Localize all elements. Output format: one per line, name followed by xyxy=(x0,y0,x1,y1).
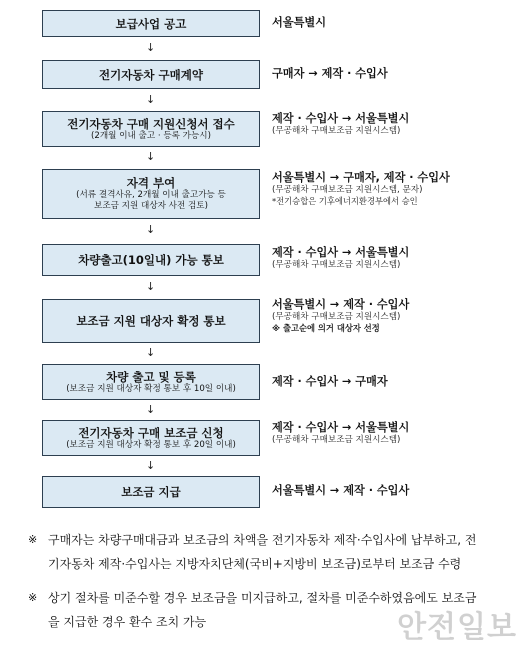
step-side-3 xyxy=(272,112,522,137)
step-title: 보급사업 공고 xyxy=(115,16,187,31)
step-subtitle: (2개월 이내 출고 · 등록 가능시) xyxy=(91,130,211,141)
step-system: (무공해차 구매보조금 지원시스템, 문자) xyxy=(272,185,423,195)
step-actor: 서울특별시 → 제작 · 수입사 xyxy=(272,298,410,311)
step-system: (무공해차 구매보조금 지원시스템) xyxy=(272,435,401,445)
step-side-4 xyxy=(272,171,522,207)
step-title: 전기자동차 구매계약 xyxy=(99,67,203,82)
step-subtitle-2: 보조금 지원 대상자 사전 검토) xyxy=(94,201,208,211)
step-box-release-notice xyxy=(42,244,260,276)
step-title: 자격 부여 xyxy=(126,176,176,190)
step-box-announcement xyxy=(42,10,260,37)
footnote-line: 상기 절차를 미준수할 경우 보조금을 미지급하고, 절차를 미준수하였음에도 보조금 xyxy=(48,591,477,605)
down-arrow-icon: ↓ xyxy=(146,150,156,163)
step-side-1 xyxy=(272,16,522,30)
step-system: (무공해차 구매보조금 지원시스템) xyxy=(272,312,401,322)
step-actor: 서울특별시 xyxy=(272,16,327,29)
down-arrow-icon: ↓ xyxy=(146,223,156,236)
step-actor: 제작 · 수입사 → 구매자 xyxy=(272,375,388,388)
down-arrow-icon: ↓ xyxy=(146,403,156,416)
step-subtitle: (보조금 지원 대상자 확정 통보 후 10일 이내) xyxy=(66,383,236,394)
footnote-line: 구매자는 차량구매대금과 보조금의 차액을 전기자동차 제작·수입사에 납부하고, 전 xyxy=(48,533,477,547)
step-side-5 xyxy=(272,246,522,271)
down-arrow-icon: ↓ xyxy=(146,346,156,359)
step-actor: 제작 · 수입사 → 서울특별시 xyxy=(272,421,410,434)
step-title: 차량출고(10일내) 가능 통보 xyxy=(78,253,224,267)
step-box-subsidy-application xyxy=(42,420,260,456)
step-actor: 서울특별시 → 구매자, 제작 · 수입사 xyxy=(272,171,450,184)
step-box-recipient-confirmation xyxy=(42,299,260,343)
step-box-application-receipt xyxy=(42,111,260,147)
step-side-2 xyxy=(272,67,522,81)
step-system: (무공해차 구매보조금 지원시스템) xyxy=(272,260,401,270)
step-box-purchase-contract xyxy=(42,60,260,89)
step-title: 차량 출고 및 등록 xyxy=(106,369,196,384)
step-title: 전기자동차 구매 보조금 신청 xyxy=(78,425,224,440)
step-subtitle: (서류 결격사유, 2개월 이내 출고가능 등 xyxy=(76,190,226,200)
down-arrow-icon: ↓ xyxy=(146,41,156,54)
footnote xyxy=(28,528,522,576)
step-note: *전기승합은 기후에너지환경부에서 승인 xyxy=(272,196,418,206)
footnote-line: 을 지급한 경우 환수 조치 가능 xyxy=(48,615,207,629)
step-subtitle: (보조금 지원 대상자 확정 통보 후 20일 이내) xyxy=(66,439,236,450)
down-arrow-icon: ↓ xyxy=(146,459,156,472)
reference-mark-icon: ※ xyxy=(28,591,38,604)
step-box-subsidy-payment xyxy=(42,476,260,508)
footnote-line: 기자동차 제작·수입사는 지방자치단체(국비+지방비 보조금)로부터 보조금 수령 xyxy=(48,557,462,571)
step-system: (무공해차 구매보조금 지원시스템) xyxy=(272,126,401,136)
step-title: 보조금 지원 대상자 확정 통보 xyxy=(76,314,226,328)
step-title: 전기자동차 구매 지원신청서 접수 xyxy=(67,116,235,131)
step-side-8 xyxy=(272,421,522,446)
step-actor: 구매자 → 제작 · 수입사 xyxy=(272,67,388,80)
step-side-9 xyxy=(272,484,522,498)
step-box-release-registration xyxy=(42,364,260,400)
step-title: 보조금 지급 xyxy=(121,485,181,499)
down-arrow-icon: ↓ xyxy=(146,280,156,293)
step-actor: 서울특별시 → 제작 · 수입사 xyxy=(272,484,410,497)
watermark-logo: 안전일보 xyxy=(397,610,517,645)
step-side-7 xyxy=(272,375,522,389)
down-arrow-icon: ↓ xyxy=(146,93,156,106)
step-actor: 제작 · 수입사 → 서울특별시 xyxy=(272,246,410,259)
step-actor: 제작 · 수입사 → 서울특별시 xyxy=(272,112,410,125)
step-box-qualification xyxy=(42,169,260,219)
step-side-6 xyxy=(272,298,522,334)
reference-mark-icon: ※ xyxy=(28,533,38,546)
step-note: ※ 출고순에 의거 대상자 선정 xyxy=(272,323,380,333)
